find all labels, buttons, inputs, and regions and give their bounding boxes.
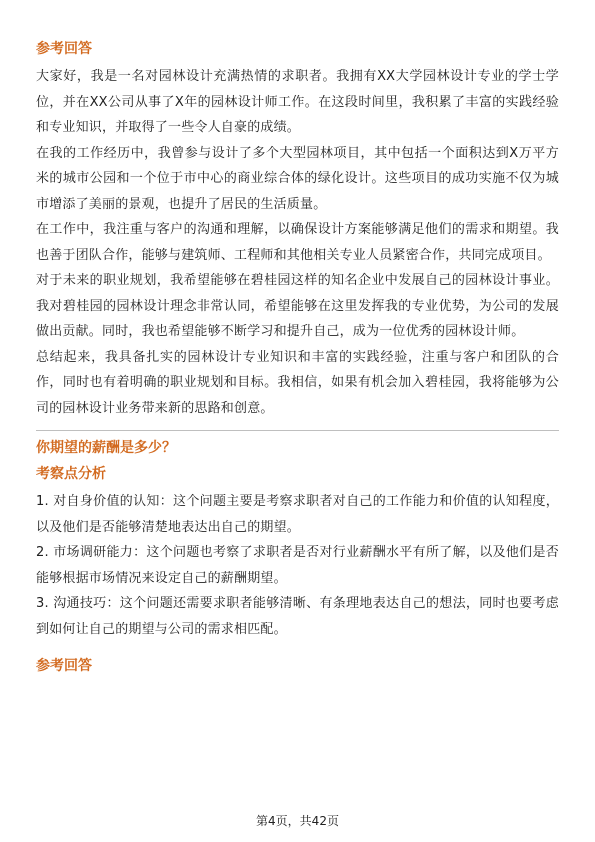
analysis-item-1: 1. 对自身价值的认知：这个问题主要是考察求职者对自己的工作能力和价值的认知程度，以及他们是否能够清楚地表达出自己的期望。 bbox=[36, 494, 559, 535]
answer-paragraph-4: 对于未来的职业规划，我希望能够在碧桂园这样的知名企业中发展自己的园林设计事业。我对碧桂园的园林设计理念非常认同，希望能够在这里发挥我的专业优势，为公司的发展做出贡献。同时，我也希望能够不断学习和提升自己，成为一位优秀的园林设计师。 bbox=[36, 273, 559, 339]
section-divider bbox=[36, 430, 559, 431]
reference-answer-heading: 参考回答 bbox=[36, 41, 92, 57]
answer-paragraph-5: 总结起来，我具备扎实的园林设计专业知识和丰富的实践经验，注重与客户和团队的合作，同时也有着明确的职业规划和目标。我相信，如果有机会加入碧桂园，我将能够为公司的园林设计业务带来新的思路和创意。 bbox=[36, 349, 559, 416]
answer-paragraph-1: 大家好，我是一名对园林设计充满热情的求职者。我拥有XX大学园林设计专业的学士学位，并在XX公司从事了X年的园林设计师工作。在这段时间里，我积累了丰富的实践经验和专业知识，并取得了一些令人自豪的成绩。 bbox=[36, 69, 559, 135]
analysis-heading: 考察点分析 bbox=[36, 466, 106, 482]
reference-answer-heading-2: 参考回答 bbox=[36, 658, 92, 674]
answer-paragraph-2: 在我的工作经历中，我曾参与设计了多个大型园林项目，其中包括一个面积达到X万平方米的城市公园和一个位于市中心的商业综合体的绿化设计。这些项目的成功实施不仅为城市增添了美丽的景观，也提升了居民的生活质量。 bbox=[36, 145, 559, 212]
question-heading: 你期望的薪酬是多少？ bbox=[36, 440, 176, 456]
analysis-item-3: 3. 沟通技巧：这个问题还需要求职者能够清晰、有条理地表达自己的想法，同时也要考虑到如何让自己的期望与公司的需求相匹配。 bbox=[36, 596, 559, 637]
document-page bbox=[36, 38, 559, 677]
answer-paragraph-3: 在工作中，我注重与客户的沟通和理解，以确保设计方案能够满足他们的需求和期望。我也善于团队合作，能够与建筑师、工程师和其他相关专业人员紧密合作，共同完成项目。 bbox=[36, 222, 559, 263]
page-number: 第4页，共42页 bbox=[256, 814, 339, 828]
analysis-item-2: 2. 市场调研能力：这个问题也考察了求职者是否对行业薪酬水平有所了解，以及他们是否能够根据市场情况来设定自己的薪酬期望。 bbox=[36, 545, 559, 586]
reference-answer-section bbox=[36, 38, 559, 421]
